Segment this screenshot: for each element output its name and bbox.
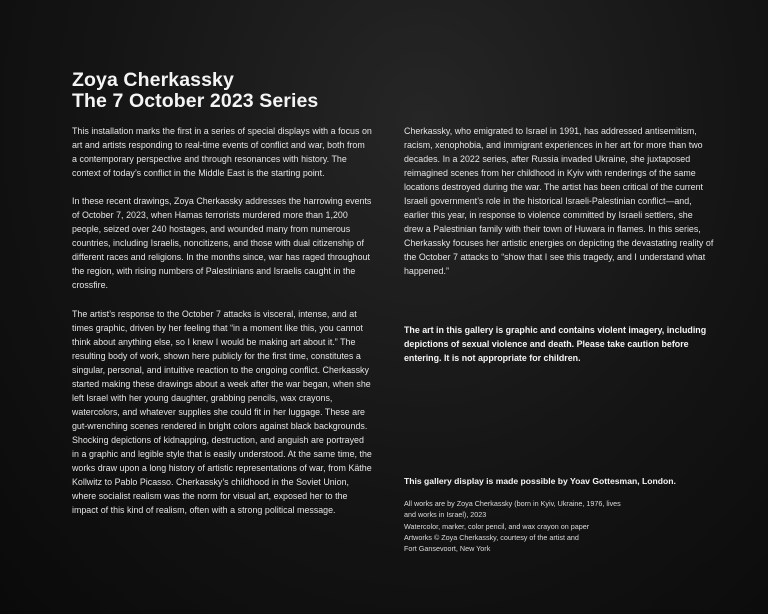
right-text-column xyxy=(404,124,714,279)
credit-line: and works in Israel), 2023 xyxy=(404,510,487,520)
artwork-credits xyxy=(404,498,704,554)
intro-paragraph: This installation marks the first in a series of special displays with a focus on art and artists responding to real-time events of conflict and war, both from a contemporary perspective and through resonances with history. The context of today’s conflict in the Middle East is the starting point. xyxy=(72,126,372,179)
credit-line: Fort Gansevoort, New York xyxy=(404,544,491,554)
title-artist-name: Zoya Cherkassky xyxy=(72,69,234,91)
credit-line: Artworks © Zoya Cherkassky, courtesy of the artist and xyxy=(404,532,579,542)
sponsor-line: This gallery display is made possible by Yoav Gottesman, London. xyxy=(404,476,676,486)
events-paragraph: In these recent drawings, Zoya Cherkassky addresses the harrowing events of October 7, 2023, when Hamas terrorists murdered more than 1,200 people, seized over 240 hostages, and wounded many from numerous countries, including Israelis, noncitizens, and those with dual citizenship of different races and religions. In the months since, war has raged throughout the region, with rising numbers of Palestinians and Israelis caught in the crossfire. xyxy=(72,196,372,291)
credit-line: Watercolor, marker, color pencil, and wax crayon on paper xyxy=(404,521,590,531)
title-series-name: The 7 October 2023 Series xyxy=(72,90,319,112)
left-text-column xyxy=(72,124,372,517)
artist-response-paragraph: The artist’s response to the October 7 attacks is visceral, intense, and at times graphic, driven by her feeling that “in a moment like this, you cannot think about anything else, so I knew I would be making art about it.” The resulting body of work, shown here publicly for the first time, constitutes a singular, personal, and intuitive reaction to the ongoing conflict. Cherkassky started making these drawings about a week after the war began, when she left Israel with her young daughter, grabbing pencils, wax crayons, watercolors, and whatever supplies she could fit in her luggage. These are gut-wrenching scenes rendered in bright colors against black backgrounds. Shocking depictions of kidnapping, destruction, and anguish are portrayed in a graphic and legible style that is easily understood. At the same time, the works draw upon a long history of artistic representations of war, from Käthe Kollwitz to Pablo Picasso. Cherkassky’s childhood in the Soviet Union, where socialist realism was the norm for visual art, exposed her to the impact of this kind of realism, often with a strong political message. xyxy=(72,308,372,516)
artist-background-paragraph: Cherkassky, who emigrated to Israel in 1991, has addressed antisemitism, racism, xenophobia, and immigrant experiences in her art for more than two decades. In a 2022 series, after Russia invaded Ukraine, she juxtaposed reimagined scenes from her childhood in Kyiv with renderings of the same locations destroyed during the war. The artist has been critical of the current Israeli government’s role in the historical Israeli-Palestinian conflict—and, earlier this year, in response to violence committed by Israeli settlers, she drew a Palestinian family with their town of Huwara in flames. In this series, Cherkassky focuses her artistic energies on depicting the devastating reality of the October 7 attacks to “show that I see this tragedy, and I understand what happened.” xyxy=(404,126,714,277)
content-warning: The art in this gallery is graphic and contains violent imagery, including depictions of sexual violence and death. Please take caution before entering. It is not appropriate for children. xyxy=(404,325,707,364)
page-title xyxy=(72,70,318,112)
credit-line: All works are by Zoya Cherkassky (born in Kyiv, Ukraine, 1976, lives xyxy=(404,499,621,508)
